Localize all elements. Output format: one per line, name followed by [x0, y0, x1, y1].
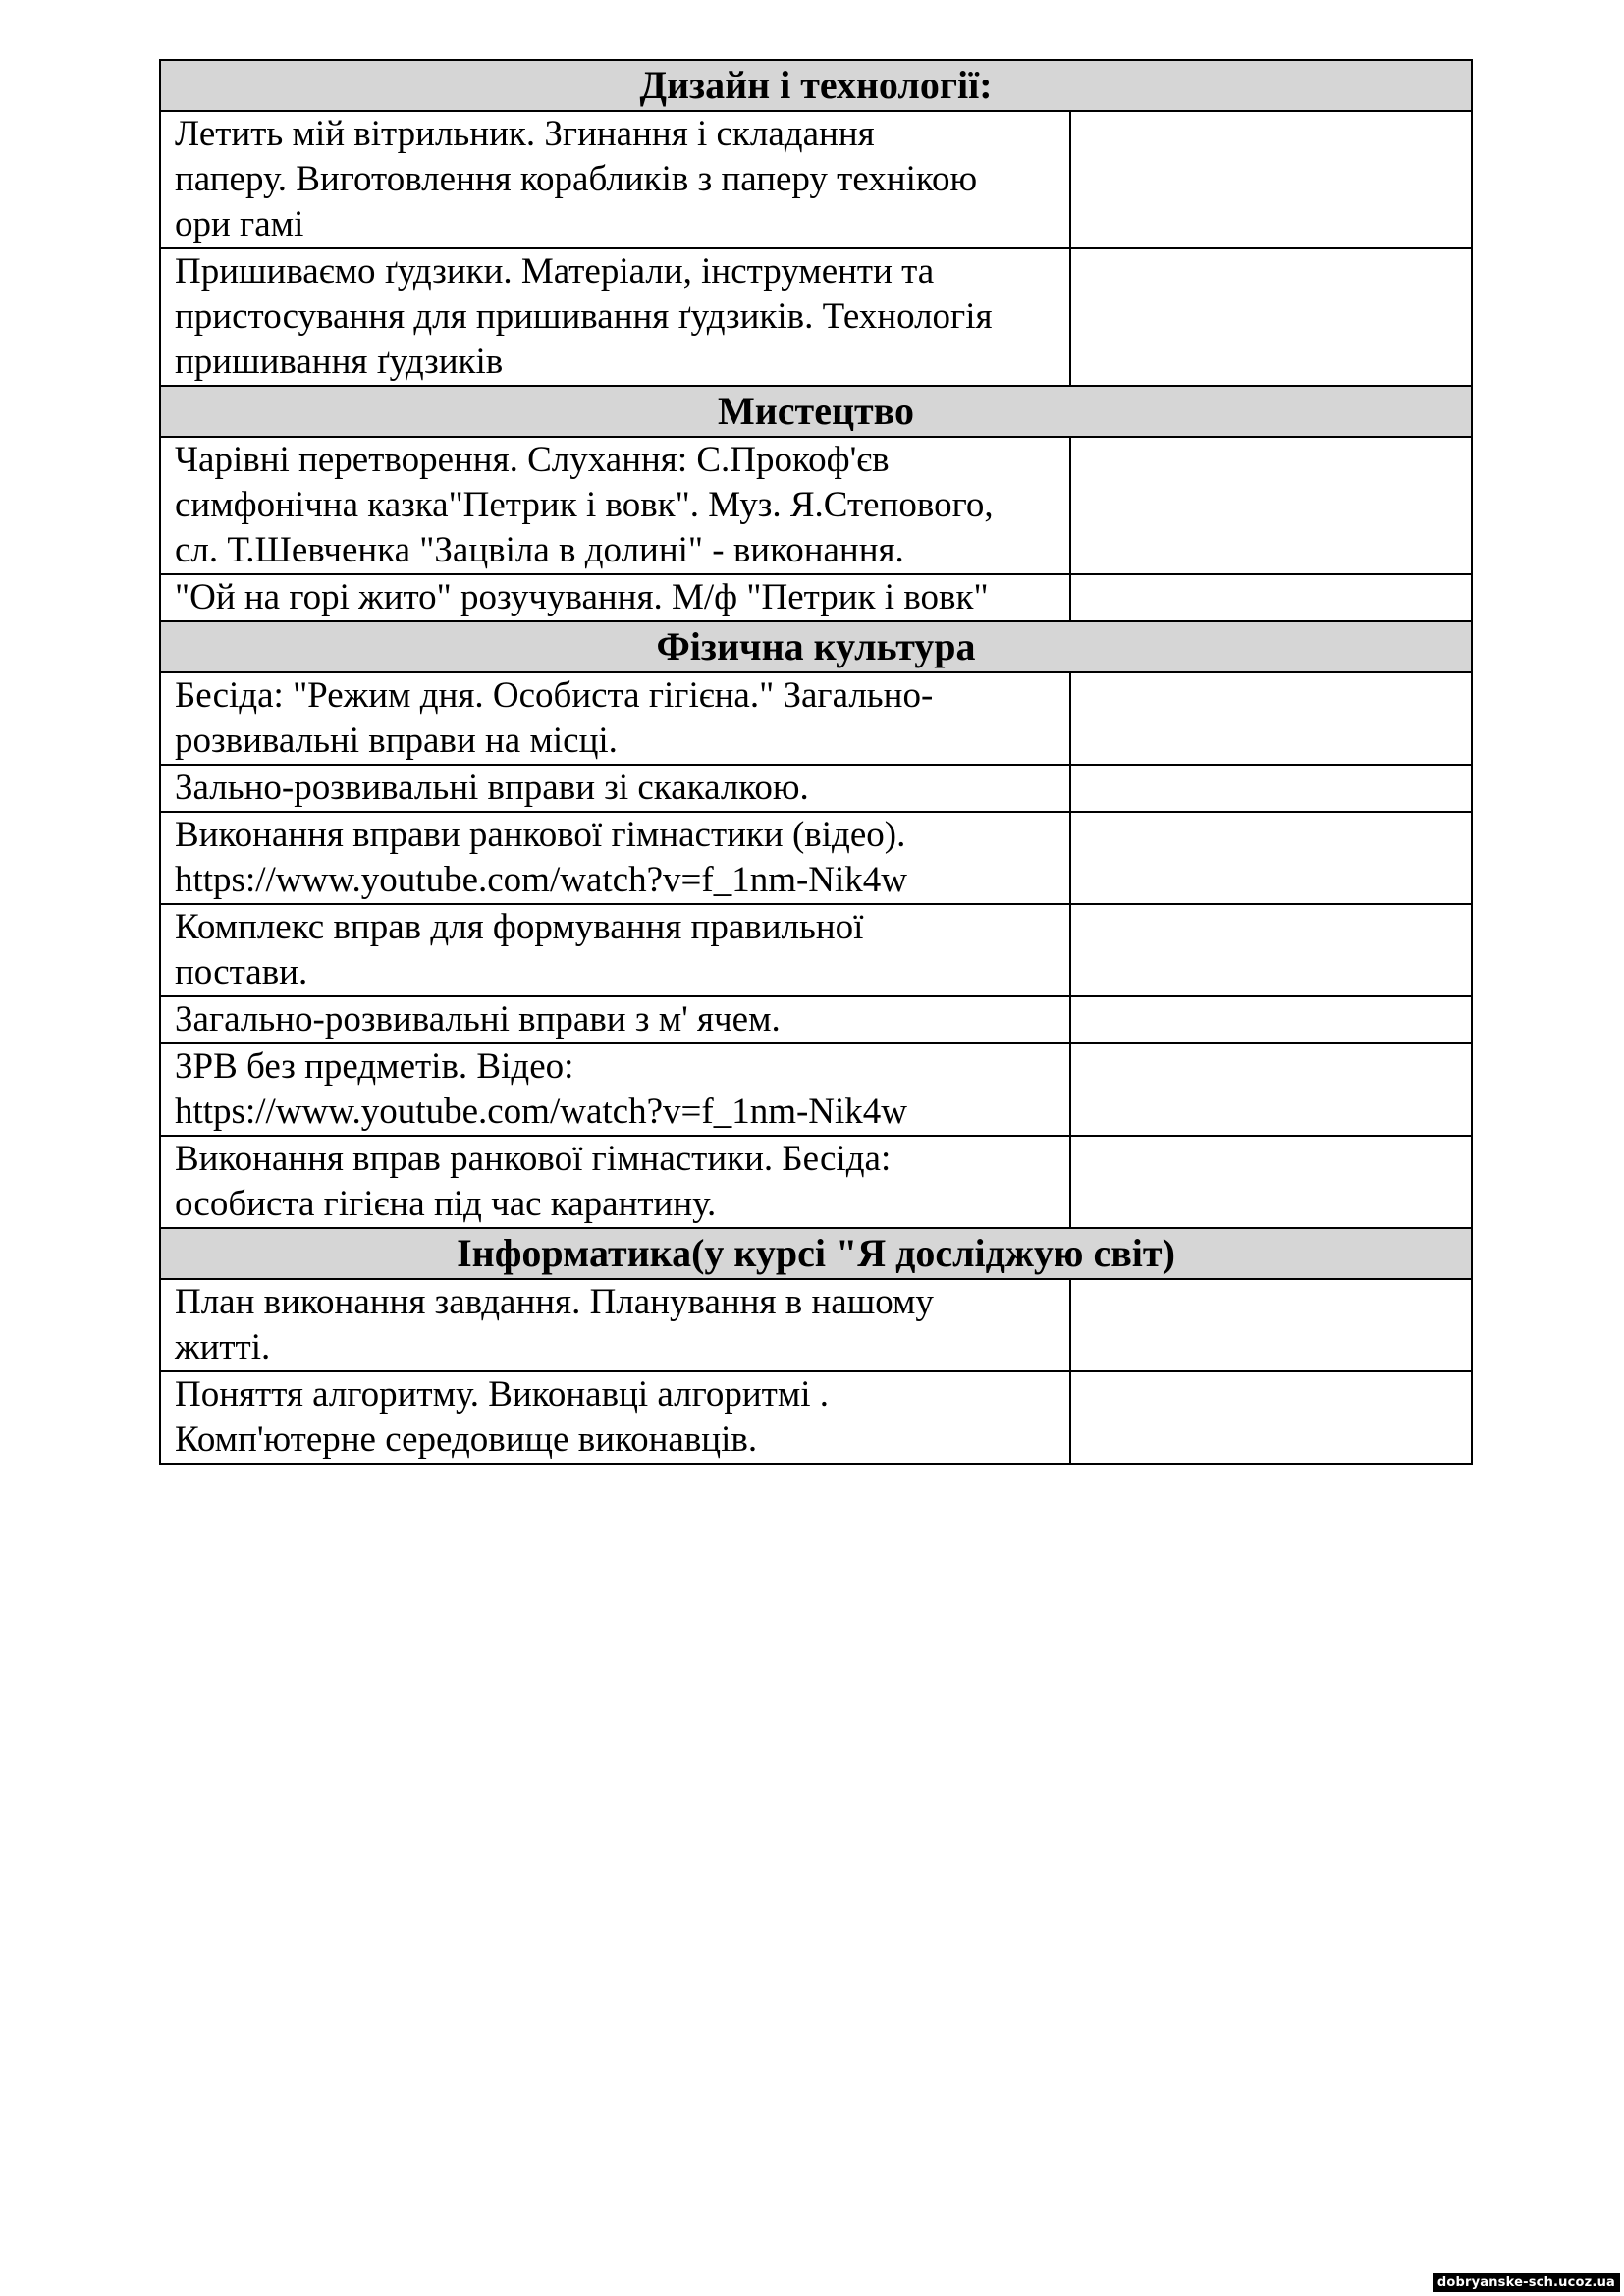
lesson-date-cell [1070, 1043, 1472, 1136]
lesson-topic-cell: Зально-розвивальні вправи зі скакалкою. [160, 765, 1070, 812]
table-row [160, 672, 1472, 765]
lesson-date-cell [1070, 1371, 1472, 1464]
section-header-row [160, 386, 1472, 437]
lesson-topic-cell: Пришиваємо ґудзики. Матеріали, інструменти та пристосування для пришивання ґудзиків. Технологія пришивання ґудзиків [160, 248, 1070, 386]
lesson-date-cell [1070, 1136, 1472, 1228]
table-row [160, 765, 1472, 812]
lesson-topic-cell: Виконання вправ ранкової гімнастики. Бесіда: особиста гігієна під час карантину. [160, 1136, 1070, 1228]
table-row [160, 111, 1472, 248]
section-header-row [160, 1228, 1472, 1279]
section-title: Дизайн і технології: [160, 60, 1472, 111]
table-row [160, 996, 1472, 1043]
lesson-date-cell [1070, 1279, 1472, 1371]
section-title: Інформатика(у курсі "Я досліджую світ) [160, 1228, 1472, 1279]
table-row [160, 437, 1472, 574]
table-row [160, 1279, 1472, 1371]
lesson-date-cell [1070, 111, 1472, 248]
section-title: Мистецтво [160, 386, 1472, 437]
lesson-topic-cell: Поняття алгоритму. Виконавці алгоритмі . Комп'ютерне середовище виконавців. [160, 1371, 1070, 1464]
section-header-row [160, 621, 1472, 672]
section-header-row [160, 60, 1472, 111]
lesson-date-cell [1070, 904, 1472, 996]
lesson-topic-cell: ЗРВ без предметів. Відео: https://www.youtube.com/watch?v=f_1nm-Nik4w [160, 1043, 1070, 1136]
lesson-topic-cell: Загально-розвивальні вправи з м' ячем. [160, 996, 1070, 1043]
table-row [160, 574, 1472, 621]
table-row [160, 1043, 1472, 1136]
lesson-date-cell [1070, 437, 1472, 574]
lesson-topic-cell: "Ой на горі жито" розучування. М/ф "Петрик і вовк" [160, 574, 1070, 621]
lesson-topic-cell: Комплекс вправ для формування правильної постави. [160, 904, 1070, 996]
lesson-date-cell [1070, 812, 1472, 904]
lesson-date-cell [1070, 672, 1472, 765]
lesson-topic-cell: Летить мій вітрильник. Згинання і складання паперу. Виготовлення корабликів з паперу технікою ори гамі [160, 111, 1070, 248]
lesson-plan-table [159, 59, 1473, 1465]
lesson-topic-cell: Виконання вправи ранкової гімнастики (відео). https://www.youtube.com/watch?v=f_1nm-Nik4w [160, 812, 1070, 904]
lesson-topic-cell: Бесіда: "Режим дня. Особиста гігієна." Загально- розвивальні вправи на місці. [160, 672, 1070, 765]
table-row [160, 1371, 1472, 1464]
table-row [160, 1136, 1472, 1228]
site-watermark: dobryanske-sch.ucoz.ua [1433, 2273, 1620, 2292]
table-row [160, 248, 1472, 386]
lesson-date-cell [1070, 765, 1472, 812]
lesson-date-cell [1070, 574, 1472, 621]
lesson-date-cell [1070, 996, 1472, 1043]
lesson-topic-cell: Чарівні перетворення. Слухання: С.Прокоф'єв симфонічна казка"Петрик і вовк". Муз. Я.Степового, сл. Т.Шевченка "Зацвіла в долині" - виконання. [160, 437, 1070, 574]
section-title: Фізична культура [160, 621, 1472, 672]
table-row [160, 904, 1472, 996]
lesson-topic-cell: План виконання завдання. Планування в нашому житті. [160, 1279, 1070, 1371]
lesson-date-cell [1070, 248, 1472, 386]
table-row [160, 812, 1472, 904]
